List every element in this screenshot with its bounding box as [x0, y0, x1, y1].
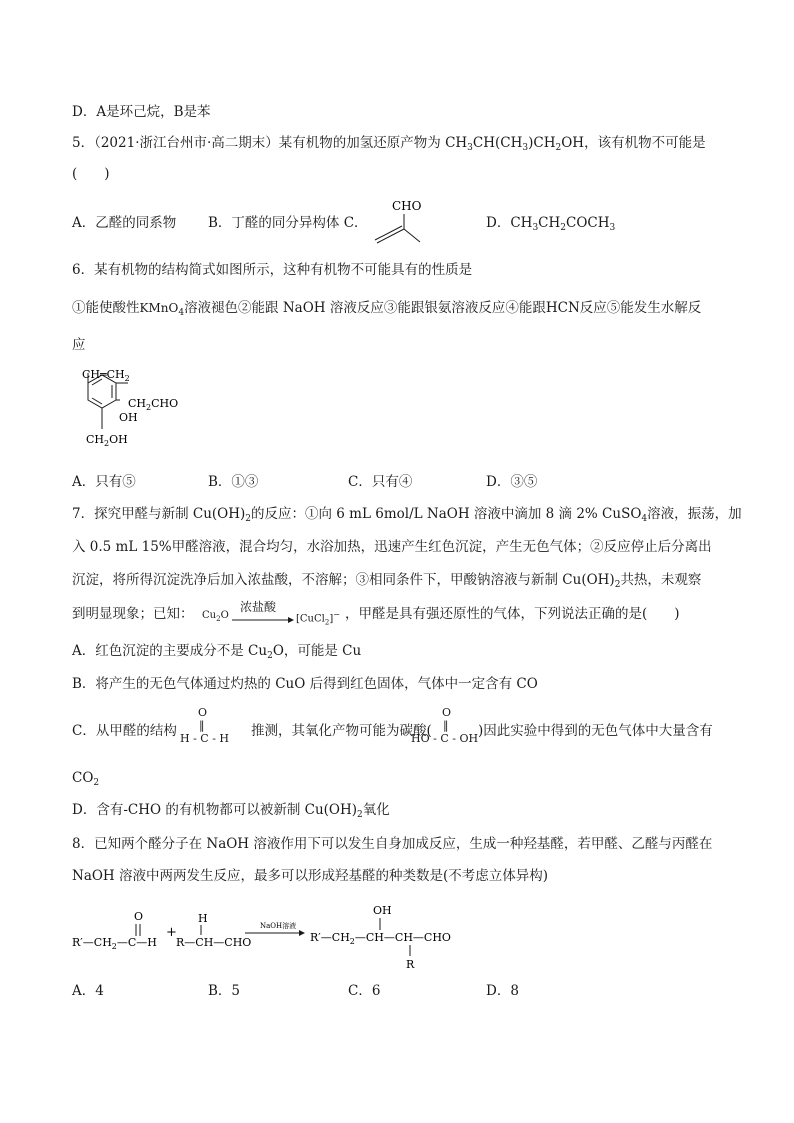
svg-text:R: R: [406, 958, 415, 971]
q7-option-a: A．红色沉淀的主要成分不是 $Cu_2O$，可能是 Cu: [72, 643, 362, 661]
q7-line-2: 入 0.5 mL 15%甲醛溶液，混合均匀，水浴加热，迅速产生红色沉淀，产生无色气体；②反应停止后分离出: [72, 539, 712, 555]
q5-stem: 5．（2021·浙江台州市·高二期末）某有机物的加氢还原产物为 $CH_3CH(CH_3)CH_2OH$，该有机物不可能是: [72, 135, 706, 153]
q8-option-d: D．8: [486, 983, 519, 999]
q6-option-b: B．①③: [208, 474, 259, 490]
q6-option-c: C．只有④: [348, 474, 413, 490]
q7-option-b: B．将产生的无色气体通过灼热的 CuO 后得到红色固体，气体中一定含有 CO: [72, 676, 538, 692]
q5-paren: ( ): [72, 166, 110, 182]
q6-properties: ①能使酸性KMnO$_4$溶液褪色②能跟 NaOH 溶液反应③能跟银氨溶液反应④能跟HCN反应⑤能发生水解反: [72, 300, 702, 318]
hcho-structure: O ‖ H - C - H: [180, 706, 230, 745]
svg-text:H: H: [198, 912, 208, 925]
q7-line-4: 到明显现象；已知：: [72, 606, 194, 622]
q4-option-d: D．A是环己烷，B是苯: [72, 104, 211, 120]
q8-line-2: NaOH 溶液中两两发生反应，最多可以形成羟基醛的种类数是(不考虑立体异构): [72, 868, 549, 884]
svg-text:OH: OH: [119, 411, 138, 424]
svg-text:R′—CH2—CH—CH—CHO: $R'—CH_2—CH—CH—CHO$: [310, 931, 451, 946]
q7-line-1: 7．探究甲醛与新制 $Cu(OH)_2$的反应：①向 6 mL 6mol/L NaOH 溶液中滴加 8 滴 2% CuSO$_4$溶液，振荡，加: [72, 506, 742, 524]
q6-properties-cont: 应: [72, 337, 86, 353]
q7-line-4-cont: ，甲醛是具有强还原性的气体，下列说法正确的是( ): [345, 606, 680, 622]
q7-option-c-mid: 推测，其氧化产物可能为碳酸(: [251, 723, 432, 739]
svg-text:R—CH—CHO: R—CH—CHO: [176, 936, 252, 949]
q8-option-b: B．5: [208, 983, 241, 999]
q5-option-d: D．$CH_3CH_2COCH_3$: [486, 215, 616, 233]
q7-option-d: D．含有-CHO 的有机物都可以被新制 $Cu(OH)_2$氧化: [72, 802, 390, 820]
q5-option-b: B．丁醛的同分异构体 C．: [208, 215, 368, 231]
h2co3-structure: O ‖ HO - C - OH: [411, 706, 479, 745]
q7-reaction: $Cu_2O$ 浓盐酸 [CuCl$_2$]−: [202, 600, 340, 627]
q8-aldol-equation: [72, 898, 472, 973]
svg-text:O: O: [134, 910, 144, 923]
svg-text:CH═CH2: $CH═CH_2$: [82, 368, 130, 383]
q7-option-c-end: )因此实验中得到的无色气体中大量含有: [478, 723, 713, 739]
svg-text:CH2CHO: $CH_2CHO$: [128, 397, 179, 412]
q8-option-a: A．4: [72, 983, 104, 999]
svg-text:NaOH溶液: NaOH溶液: [260, 922, 297, 930]
cho-label: CHO: [392, 199, 422, 213]
svg-text:OH: OH: [373, 904, 392, 917]
q7-option-c-co2: $CO_2$: [72, 770, 100, 788]
q6-structure: [72, 363, 192, 458]
q5-option-a: A．乙醛的同系物: [72, 215, 177, 231]
svg-text:CH2OH: $CH_2OH$: [86, 433, 128, 448]
q5-option-c-structure: [372, 196, 432, 248]
q8-option-c: C．6: [348, 983, 381, 999]
q7-line-3: 沉淀，将所得沉淀洗净后加入浓盐酸，不溶解；③相同条件下，甲酸钠溶液与新制 $Cu(OH)_2$共热，未观察: [72, 572, 702, 590]
q6-option-d: D．③⑤: [486, 474, 538, 490]
svg-text:+: +: [166, 925, 177, 940]
q6-stem: 6．某有机物的结构简式如图所示，这种有机物不可能具有的性质是: [72, 262, 473, 278]
svg-text:R′—CH2—C—H: $R'—CH_2—C—H$: [72, 936, 157, 951]
q7-option-c: C．从甲醛的结构: [72, 723, 177, 739]
q8-line-1: 8．已知两个醛分子在 NaOH 溶液作用下可以发生自身加成反应，生成一种羟基醛，若甲醛、乙醛与丙醛在: [72, 836, 713, 852]
q6-option-a: A．只有⑤: [72, 474, 136, 490]
